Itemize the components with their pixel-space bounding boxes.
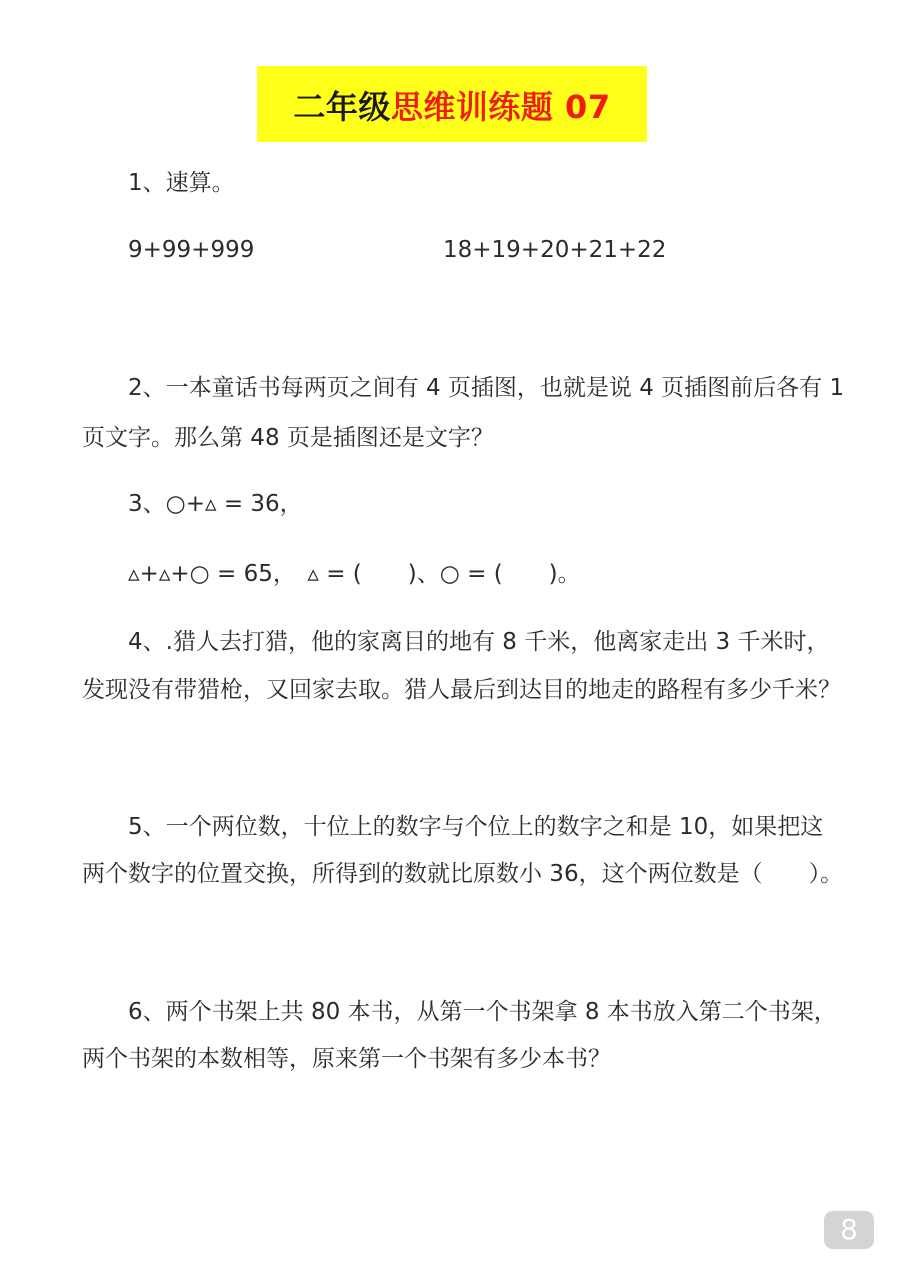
q1-expression-a: 9+99+999 xyxy=(128,237,255,263)
q1-prompt: 1、速算。 xyxy=(128,170,235,196)
page-number-badge: 8 xyxy=(824,1211,874,1249)
q4-line-1: 4、.猎人去打猎，他的家离目的地有 8 千米，他离家走出 3 千米时， xyxy=(128,629,830,655)
q5-line-2: 两个数字的位置交换，所得到的数就比原数小 36，这个两位数是（ ）。 xyxy=(82,861,844,887)
q6-line-1: 6、两个书架上共 80 本书，从第一个书架拿 8 本书放入第二个书架， xyxy=(128,999,837,1025)
page-title xyxy=(293,82,610,128)
title-main: 思维训练题 07 xyxy=(390,88,611,126)
q5-line-1: 5、一个两位数，十位上的数字与个位上的数字之和是 10，如果把这 xyxy=(128,814,824,840)
title-prefix: 二年级 xyxy=(293,88,391,126)
q4-line-2: 发现没有带猎枪，又回家去取。猎人最后到达目的地走的路程有多少千米？ xyxy=(82,677,841,703)
q3-line-1: 3、○+▵ = 36， xyxy=(128,491,303,517)
q1-expression-b: 18+19+20+21+22 xyxy=(443,237,667,263)
q6-line-2: 两个书架的本数相等，原来第一个书架有多少本书？ xyxy=(82,1046,611,1072)
q2-line-1: 2、一本童话书每两页之间有 4 页插图，也就是说 4 页插图前后各有 1 xyxy=(128,375,845,401)
title-banner xyxy=(257,66,647,142)
q2-line-2: 页文字。那么第 48 页是插图还是文字？ xyxy=(82,425,494,451)
q3-line-2: ▵+▵+○ = 65， ▵ = ( )、○ = ( )。 xyxy=(128,561,581,587)
